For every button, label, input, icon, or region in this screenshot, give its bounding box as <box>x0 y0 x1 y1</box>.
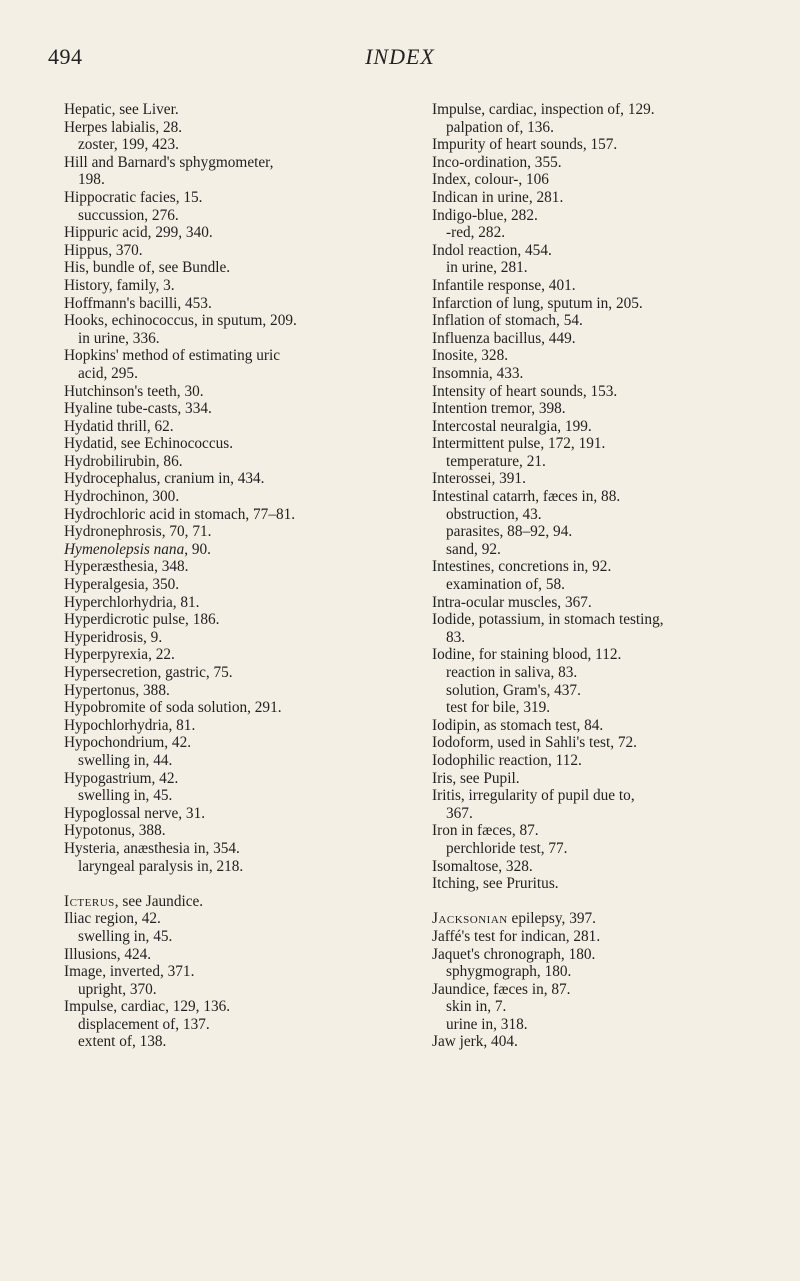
index-entry: Interossei, 391. <box>432 470 526 488</box>
index-entry: Iodide, potassium, in stomach testing, <box>432 611 664 629</box>
index-entry: Iodine, for staining blood, 112. <box>432 646 622 664</box>
page-number: 494 <box>48 44 83 69</box>
index-entry: Intestines, concretions in, 92. <box>432 558 612 576</box>
index-entry: Hypersecretion, gastric, 75. <box>64 664 233 681</box>
index-entry: Hypoglossal nerve, 31. <box>64 804 206 822</box>
index-entry: Intention tremor, 398. <box>432 400 566 418</box>
index-entry: Iris, see Pupil. <box>432 769 520 787</box>
index-entry: Hydronephrosis, 70, 71. <box>64 523 212 541</box>
index-entry: Hydatid thrill, 62. <box>64 417 174 435</box>
index-entry: Intercostal neuralgia, 199. <box>432 417 592 435</box>
index-subentry: swelling in, 45. <box>78 927 173 945</box>
index-entry: Jaundice, fæces in, 87. <box>432 980 571 998</box>
index-entry: Infantile response, 401. <box>432 276 576 294</box>
index-subentry: temperature, 21. <box>446 452 546 470</box>
index-entry: Hypotonus, 388. <box>64 822 166 840</box>
index-entry: Image, inverted, 371. <box>64 963 195 981</box>
index-entry: Index, colour-, 106 <box>432 171 549 189</box>
index-entry: Iodophilic reaction, 112. <box>432 751 582 769</box>
index-subentry: -red, 282. <box>446 224 506 242</box>
index-entry: Hooks, echinococcus, in sputum, 209. <box>64 312 297 330</box>
index-entry: Indol reaction, 454. <box>432 241 552 259</box>
index-page-ref: , 90. <box>184 540 212 558</box>
index-entry: Iritis, irregularity of pupil due to, <box>432 787 635 805</box>
index-subentry: obstruction, 43. <box>446 505 542 523</box>
index-subentry: swelling in, 45. <box>78 787 173 805</box>
index-entry: Indican in urine, 281. <box>432 188 564 206</box>
index-entry: Hyperdicrotic pulse, 186. <box>64 611 220 629</box>
index-entry: Hydrobilirubin, 86. <box>64 452 183 470</box>
index-entry: Jaffé's test for indican, 281. <box>432 927 601 945</box>
index-column-right <box>432 101 792 1051</box>
index-entry: Intensity of heart sounds, 153. <box>432 382 618 400</box>
index-entry: Hypertonus, 388. <box>64 681 170 699</box>
index-entry: Jaquet's chronograph, 180. <box>432 945 596 963</box>
index-entry: Hopkins' method of estimating uric <box>64 347 281 365</box>
index-subentry: in urine, 336. <box>78 329 160 347</box>
index-entry: Impulse, cardiac, inspection of, 129. <box>432 101 655 118</box>
index-entry: Hepatic, see Liver. <box>64 101 179 118</box>
index-entry: Hoffmann's bacilli, 453. <box>64 294 212 312</box>
index-subentry: examination of, 58. <box>446 576 565 594</box>
index-entry: Inosite, 328. <box>432 347 509 365</box>
index-entry: Hyperchlorhydria, 81. <box>64 593 200 611</box>
index-subentry: in urine, 281. <box>446 259 528 277</box>
index-entry: Hydrochloric acid in stomach, 77–81. <box>64 505 296 523</box>
index-entry: Hypochondrium, 42. <box>64 734 192 752</box>
index-entry <box>432 910 792 928</box>
index-term-smallcaps: Jacksonian <box>432 910 508 928</box>
index-entry: His, bundle of, see Bundle. <box>64 259 231 277</box>
index-subentry: perchloride test, 77. <box>446 839 568 857</box>
index-entry: Hysteria, anæsthesia in, 354. <box>64 839 240 857</box>
index-entry-continuation: 198. <box>78 171 105 189</box>
index-entry: History, family, 3. <box>64 276 175 294</box>
index-entry: Hypogastrium, 42. <box>64 769 179 787</box>
index-entry: Iodoform, used in Sahli's test, 72. <box>432 734 637 752</box>
index-page-ref: epilepsy, 397. <box>507 910 596 928</box>
index-entry: Iliac region, 42. <box>64 910 161 928</box>
index-entry: Hyaline tube-casts, 334. <box>64 400 212 418</box>
index-entry: Herpes labialis, 28. <box>64 118 183 136</box>
index-entry: Isomaltose, 328. <box>432 857 533 875</box>
index-entry: Iodipin, as stomach test, 84. <box>432 716 604 734</box>
index-entry: Iron in fæces, 87. <box>432 822 539 840</box>
letter-gap <box>432 893 792 911</box>
index-entry: Hyperpyrexia, 22. <box>64 646 175 664</box>
index-entry: Intermittent pulse, 172, 191. <box>432 435 606 453</box>
index-subentry: solution, Gram's, 437. <box>446 681 581 699</box>
index-entry: Insomnia, 433. <box>432 364 524 382</box>
index-subentry: displacement of, 137. <box>78 1015 210 1033</box>
index-entry <box>64 893 409 911</box>
index-subentry: urine in, 318. <box>446 1015 528 1033</box>
index-term-italic: Hymenolepsis nana <box>64 540 185 558</box>
index-entry: Hippocratic facies, 15. <box>64 188 203 206</box>
index-entry: Hypobromite of soda solution, 291. <box>64 699 282 717</box>
index-entry: Itching, see Pruritus. <box>432 875 559 893</box>
index-entry: Hyperalgesia, 350. <box>64 576 180 594</box>
index-entry: Indigo-blue, 282. <box>432 206 538 224</box>
index-entry: Infarction of lung, sputum in, 205. <box>432 294 643 312</box>
index-subentry: sphygmograph, 180. <box>446 963 572 981</box>
index-subentry: reaction in saliva, 83. <box>446 664 578 681</box>
index-subentry: upright, 370. <box>78 980 157 998</box>
running-title: INDEX <box>365 44 435 69</box>
index-entry-continuation: 367. <box>446 804 473 822</box>
index-entry <box>64 541 409 559</box>
index-entry: Intra-ocular muscles, 367. <box>432 593 592 611</box>
index-subentry: extent of, 138. <box>78 1033 167 1051</box>
index-entry: Impulse, cardiac, 129, 136. <box>64 998 231 1016</box>
index-subentry: zoster, 199, 423. <box>78 136 179 154</box>
letter-gap <box>64 875 409 893</box>
index-entry: Hippuric acid, 299, 340. <box>64 224 213 242</box>
index-entry-continuation: 83. <box>446 628 466 646</box>
index-subentry: parasites, 88–92, 94. <box>446 523 573 541</box>
index-entry: Hippus, 370. <box>64 241 143 259</box>
page-header <box>0 44 800 74</box>
index-entry: Hypochlorhydria, 81. <box>64 716 196 734</box>
index-entry: Hyperæsthesia, 348. <box>64 558 189 576</box>
index-term-smallcaps: Icterus <box>64 892 115 910</box>
index-subentry: sand, 92. <box>446 540 501 558</box>
index-entry: Inflation of stomach, 54. <box>432 312 583 330</box>
index-entry: Hutchinson's teeth, 30. <box>64 382 204 400</box>
index-subentry: test for bile, 319. <box>446 699 551 717</box>
index-subentry: palpation of, 136. <box>446 118 554 136</box>
index-subentry: laryngeal paralysis in, 218. <box>78 857 244 875</box>
index-subentry: skin in, 7. <box>446 998 507 1016</box>
index-entry: Hydrocephalus, cranium in, 434. <box>64 470 265 488</box>
index-entry: Inco-ordination, 355. <box>432 153 562 171</box>
index-entry: Jaw jerk, 404. <box>432 1033 518 1051</box>
index-entry: Influenza bacillus, 449. <box>432 329 576 347</box>
index-entry-continuation: acid, 295. <box>78 364 138 382</box>
index-entry: Hydrochinon, 300. <box>64 488 180 506</box>
index-entry: Intestinal catarrh, fæces in, 88. <box>432 488 621 506</box>
index-entry: Hill and Barnard's sphygmometer, <box>64 153 274 171</box>
index-entry: Impurity of heart sounds, 157. <box>432 136 618 154</box>
index-subentry: swelling in, 44. <box>78 751 173 769</box>
index-page-ref: , see Jaundice. <box>114 892 204 910</box>
index-entry: Hydatid, see Echinococcus. <box>64 435 234 453</box>
index-subentry: succussion, 276. <box>78 206 179 224</box>
index-entry: Hyperidrosis, 9. <box>64 628 163 646</box>
index-column-left <box>64 101 409 1051</box>
index-entry: Illusions, 424. <box>64 945 152 963</box>
